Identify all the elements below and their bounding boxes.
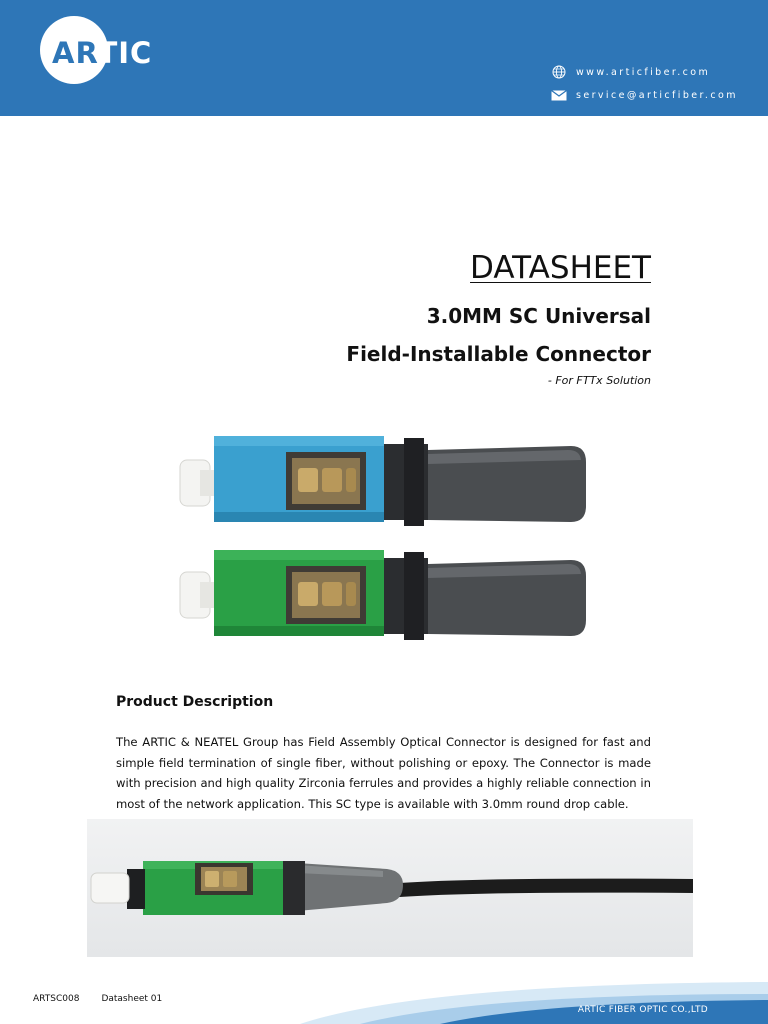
globe-icon: [550, 65, 568, 79]
footer-document-info: [33, 994, 184, 1004]
footer-company-name: ARTIC FIBER OPTIC CO.,LTD: [577, 1005, 708, 1015]
footer-swoosh: [300, 976, 768, 1024]
document-version: Datasheet 01: [101, 994, 163, 1004]
product-description-text: The ARTIC & NEATEL Group has Field Assembly Optical Connector is designed for fast and simple field termination of single fiber, without polishing or epoxy. The Connector is made with precision and high quality Zirconia ferrules and provides a highly reliable connection in most of the network application. This SC type is available with 3.0mm round drop cable.: [116, 735, 651, 811]
website-link[interactable]: www.articfiber.com: [576, 66, 711, 78]
connector-product-image: [176, 430, 592, 656]
page-title: DATASHEET: [470, 250, 651, 286]
connector-with-cable-photo: [87, 819, 693, 957]
product-description-heading: Product Description: [116, 694, 274, 710]
product-title-line-1: 3.0MM SC Universal: [426, 304, 651, 328]
document-code: ARTSC008: [33, 994, 80, 1004]
artic-logo: [40, 16, 170, 84]
envelope-icon: [550, 88, 568, 102]
product-tagline: - For FTTx Solution: [547, 374, 651, 387]
email-link[interactable]: service@articfiber.com: [576, 89, 738, 101]
page-header: [0, 0, 768, 116]
green-connector: [180, 550, 586, 640]
product-title-line-2: Field-Installable Connector: [346, 342, 651, 366]
contact-email: [550, 87, 738, 103]
blue-connector: [180, 436, 586, 526]
logo-wordmark: ARTIC: [52, 36, 153, 70]
contact-website: [550, 64, 710, 80]
